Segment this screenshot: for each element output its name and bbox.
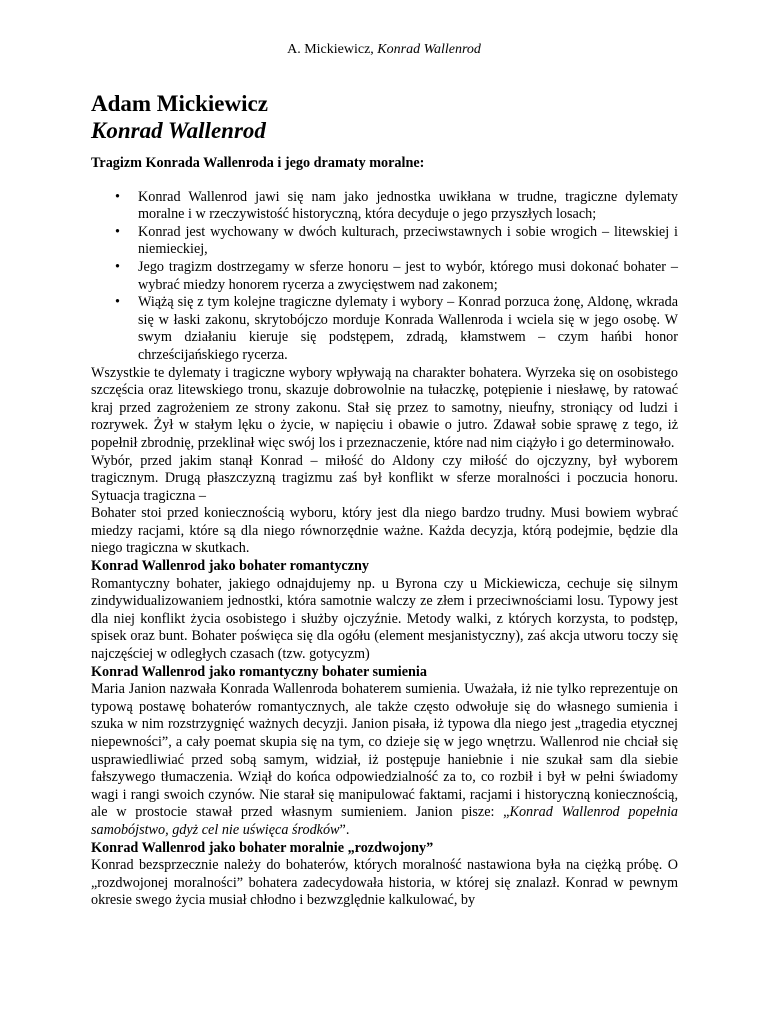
running-header — [0, 42, 768, 58]
paragraph: Romantyczny bohater, jakiego odnajdujemy np. u Byrona czy u Mickiewicza, cechuje się silnym zindywidualizowaniem jednostki, która samotnie walczy ze złem i przeciwnościami losu. Typowy jest dla niej konflikt życia osobistego i służby ojczyźnie. Metody walki, z których korzysta, to podstęp, spisek oraz bunt. Bohater poświęca się dla ogółu (element mesjanistyczny), zaś akcja utworu toczy się najczęściej w odległych czasach (tzw. gotycyzm) — [91, 575, 678, 663]
list-item: • Jego tragizm dostrzegamy w sferze honoru – jest to wybór, którego musi dokonać bohater – wybrać miedzy honorem rycerza a zwycięstwem nad zakonem; — [91, 259, 678, 294]
paragraph — [91, 681, 678, 839]
paragraph: Konrad bezsprzecznie należy do bohaterów, których moralność nastawiona była na ciężką próbę. O „rozdwojonej moralności” bohatera zadecydowała historia, w której się znalazł. Konrad w pewnym okresie swego życia musiał chłodno i bezwzględnie kalkulować, by — [91, 857, 678, 909]
section-heading-romantic-hero: Konrad Wallenrod jako bohater romantyczny — [91, 558, 369, 575]
paragraph: Wybór, przed jakim stanął Konrad – miłość do Aldony czy miłość do ojczyzny, był wyborem tragicznym. Drugą płaszczyzną tragizmu zaś był konflikt w sferze moralności i poczucia honoru. Sytuacja tragiczna – — [91, 452, 678, 504]
section-heading-hero-of-conscience: Konrad Wallenrod jako romantyczny bohater sumienia — [91, 663, 427, 680]
bullet-list — [91, 189, 678, 365]
list-item: • Konrad jest wychowany w dwóch kulturach, przeciwstawnych i sobie wrogich – litewskiej i niemieckiej, — [91, 224, 678, 259]
paragraph: Wszystkie te dylematy i tragiczne wybory wpływają na charakter bohatera. Wyrzeka się on osobistego szczęścia oraz litewskiego tronu, skazuje dobrowolnie na tułaczkę, potępienie i niesławę, by ratować kraj przed zagrożeniem ze strony zakonu. Stał się przez to samotny, nieufny, stroniący od ludzi i rozrywek. Żył w stałym lęku o życie, w napięciu i obawie o jutro. Zdawał sobie sprawę z tego, iż popełnił zbrodnię, przeklinał więc swój los i przeznaczenie, które nad nim ciążyło i go determinowało. — [91, 364, 678, 451]
document-body — [91, 155, 678, 910]
title-work: Konrad Wallenrod — [91, 118, 266, 143]
running-header-work: Konrad Wallenrod — [377, 42, 481, 57]
quote: Konrad Wallenrod popełnia samobójstwo, gdyż cel nie uświęca środków — [91, 804, 678, 838]
title-block — [91, 90, 268, 144]
list-item: • Wiążą się z tym kolejne tragiczne dylematy i wybory – Konrad porzuca żonę, Aldonę, wkrada się w łaski zakonu, skrytobójczo morduje Konrada Wallenroda i wciela się w jego osobę. W swym działaniu kieruje się podstępem, zdradą, kłamstwem – czym hańbi honor chrześcijańskiego rycerza. — [91, 294, 678, 364]
title-author: Adam Mickiewicz — [91, 91, 268, 116]
section-heading-divided-morality: Konrad Wallenrod jako bohater moralnie „rozdwojony” — [91, 839, 434, 856]
list-item: • Konrad Wallenrod jawi się nam jako jednostka uwikłana w trudne, tragiczne dylematy moralne i w rzeczywistość historyczną, która decyduje o jego przyszłych losach; — [91, 189, 678, 224]
section-heading-tragedy: Tragizm Konrada Wallenroda i jego dramaty moralne: — [91, 155, 425, 171]
running-header-author: A. Mickiewicz, — [287, 42, 378, 57]
paragraph: Bohater stoi przed koniecznością wyboru, który jest dla niego bardzo trudny. Musi bowiem wybrać miedzy racjami, które są dla niego równorzędnie ważne. Każda decyzja, którą podejmie, będzie dla niego tragiczna w skutkach. — [91, 505, 678, 557]
quote-end: ”. — [339, 821, 350, 838]
paragraph-text: Maria Janion nazwała Konrada Wallenroda bohaterem sumienia. Uważała, iż nie tylko reprezentuje on typową postawę bohaterów romantycznych, ale także często odwołuje się do własnego sumienia i szuka w nim rozstrzygnięć ważnych decyzji. Janion pisała, iż typowa dla niego jest „tragedia etycznej niepewności”, a cały poemat skupia się na tym, co dzieje się w jego wnętrzu. Wallenrod nie chciał się usprawiedliwiać przed sobą samym, widział, iż postępuje haniebnie i nie szukał sam dla siebie fałszywego tłumaczenia. Wziął do końca odpowiedzialność za to, co rozbił i był w pełni świadomy wagi i rangi swoich czynów. Nie starał się manipulować faktami, racjami i historyczną koniecznością, ale w prostocie stawał przed własnym sumieniem. Janion pisze: „ — [91, 681, 678, 821]
